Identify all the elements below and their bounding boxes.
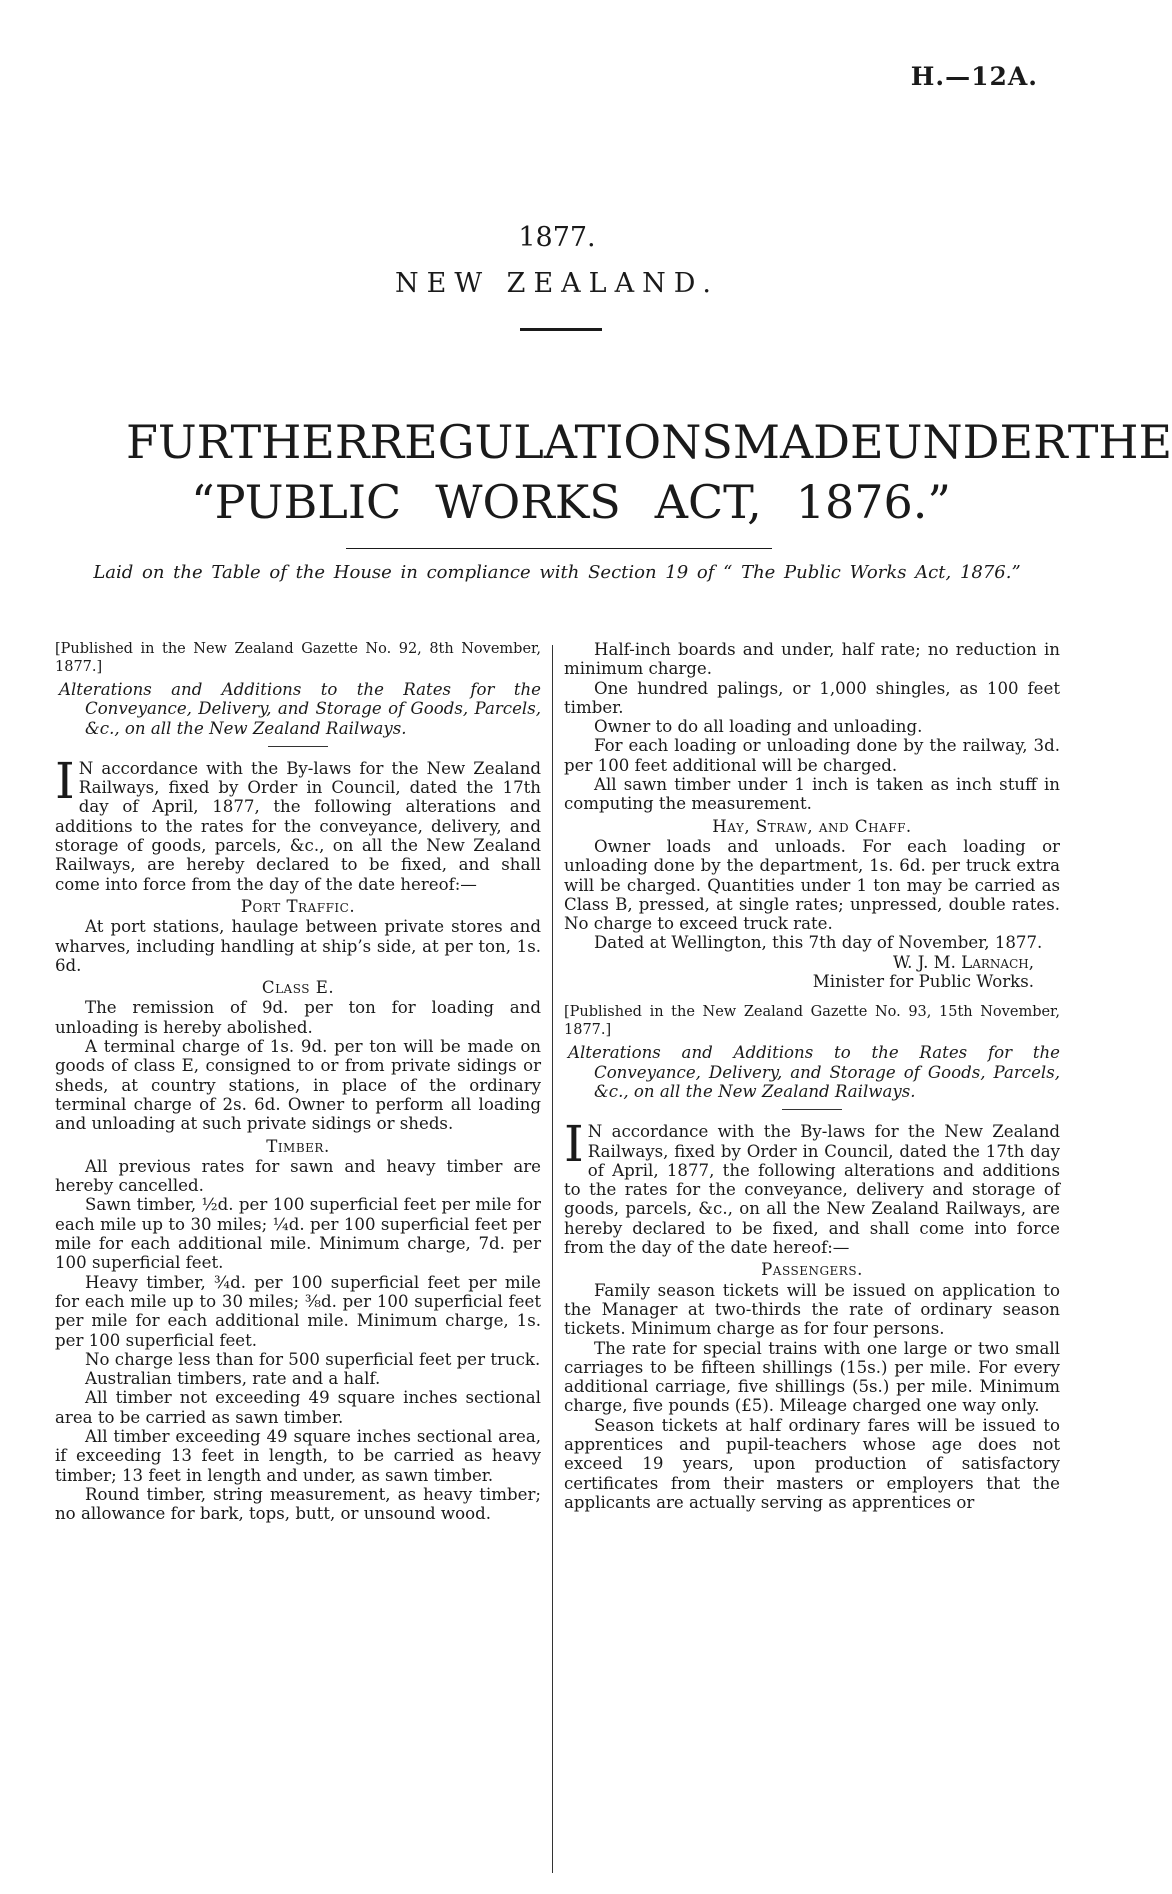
signature-name <box>564 953 1060 972</box>
paragraph: Owner loads and unloads. For each loading or unloading done by the department, 1s. 6d. per truck extra will be charged. Quantities under 1 ton may be carried as Class B, pressed, at single rates; unpressed, double rates. No charge to exceed truck rate. <box>564 836 1060 934</box>
paragraph: All timber not exceeding 49 square inches sectional area to be carried as sawn timber. <box>55 1388 541 1427</box>
section-heading-class-e: Class E. <box>261 978 335 998</box>
published-note: [Published in the New Zealand Gazette No. 92, 8th November, 1877.] <box>55 641 541 675</box>
document-year: 1877. <box>518 222 596 253</box>
country-heading: NEW ZEALAND. <box>395 268 719 299</box>
drop-cap-2: I <box>564 1115 584 1174</box>
right-column <box>564 640 1060 1512</box>
section-heading-timber: Timber. <box>266 1136 330 1156</box>
paragraph: Half-inch boards and under, half rate; no reduction in minimum charge. <box>564 640 1060 679</box>
short-rule <box>520 328 602 331</box>
intro-paragraph-2 <box>564 1115 1060 1258</box>
paragraph: Season tickets at half ordinary fares will be issued to apprentices and pupil-teachers whose age does not exceed 19 years, upon production of satisfactory certificates from their masters or employers that the applicants are actually serving as apprentices or <box>564 1415 1060 1512</box>
dated-line: Dated at Wellington, this 7th day of November, 1877. <box>594 933 1043 953</box>
mini-rule <box>268 746 328 747</box>
signature-name-text: W. J. M. Larnach, <box>893 952 1034 972</box>
paragraph: Family season tickets will be issued on application to the Manager at two-thirds the rate of ordinary season tickets. Minimum charge as for four persons. <box>564 1280 1060 1339</box>
section-heading-port-traffic: Port Traffic. <box>240 896 356 916</box>
drop-cap: I <box>55 751 75 810</box>
title-word: UNDER <box>883 415 1068 469</box>
paragraph: Owner to do all loading and unloading. <box>594 717 923 737</box>
column-divider <box>552 645 553 1873</box>
title-word: “PUBLIC <box>191 475 402 529</box>
paragraph: All sawn timber under 1 inch is taken as inch stuff in computing the measurement. <box>564 775 1060 814</box>
spacer <box>564 991 1060 1003</box>
title-word: MADE <box>732 415 884 469</box>
main-title <box>126 412 1172 532</box>
section-heading-hay: Hay, Straw, and Chaff. <box>712 816 912 836</box>
title-line-2 <box>146 472 996 532</box>
paragraph: All timber exceeding 49 square inches sectional area, if exceeding 13 feet in length, to be carried as heavy timber; 13 feet in length and under, as sawn timber. <box>55 1426 541 1485</box>
title-word: THE <box>1067 415 1172 469</box>
published-note-2: [Published in the New Zealand Gazette No. 93, 15th November, 1877.] <box>564 1004 1060 1039</box>
paragraph: The rate for special trains with one large or two small carriages to be fifteen shillings (15s.) per mile. For every additional carriage, five shillings (5s.) per mile. Minimum charge, five pounds (£5). Mileage charged one way only. <box>564 1338 1060 1416</box>
paragraph: For each loading or unloading done by the railway, 3d. per 100 feet additional will be charged. <box>564 736 1060 775</box>
paragraph: Australian timbers, rate and a half. <box>85 1369 381 1389</box>
title-word: 1876.” <box>795 475 951 529</box>
laid-on-table-note: Laid on the Table of the House in compliance with Section 19 of “ The Public Works Act, 1876.” <box>93 562 1021 583</box>
section-heading-passengers: Passengers. <box>761 1260 863 1280</box>
paragraph: No charge less than for 500 superficial feet per truck. <box>85 1349 541 1369</box>
alterations-heading: Alterations and Additions to the Rates for the Conveyance, Delivery, and Storage of Goods, Parcels, &c., on all the New Zealand Railways. <box>59 680 541 738</box>
long-rule <box>346 548 772 549</box>
mini-rule-2 <box>782 1109 842 1110</box>
intro-paragraph <box>55 751 541 894</box>
paragraph: Sawn timber, ½d. per 100 superficial feet per mile for each mile up to 30 miles; ¼d. per 100 superficial feet per mile for each additional mile. Minimum charge, 7d. per 100 superficial feet. <box>55 1195 541 1273</box>
intro-text: N accordance with the By-laws for the New Zealand Railways, fixed by Order in Council, dated the 17th day of April, 1877, the following alterations and additions to the rates for the conveyance, delivery, and storage of goods, parcels, &c., on all the New Zealand Railways, are hereby declared to be fixed, and shall come into force from the day of the date hereof:— <box>55 758 541 894</box>
title-line-1 <box>126 412 1172 472</box>
paragraph: The remission of 9d. per ton for loading and unloading is hereby abolished. <box>55 998 541 1037</box>
intro-text-2: N accordance with the By-laws for the New Zealand Railways, fixed by Order in Council, dated the 17th day of April, 1877, the following alterations and additions to the rates for the conveyance, delivery and storage of goods, parcels, &c., on all the New Zealand Railways, are hereby declared to be fixed, and shall come into force from the day of the date hereof:— <box>564 1122 1060 1258</box>
title-word: WORKS <box>435 475 621 529</box>
page-identifier: H.—12A. <box>910 62 1038 91</box>
title-word: FURTHER <box>126 415 370 469</box>
signature-title: Minister for Public Works. <box>812 972 1034 992</box>
title-word: REGULATIONS <box>369 415 733 469</box>
alterations-heading-2: Alterations and Additions to the Rates for the Conveyance, Delivery, and Storage of Goods, Parcels, &c., on all the New Zealand Railways. <box>568 1043 1060 1101</box>
paragraph: A terminal charge of 1s. 9d. per ton will be made on goods of class E, consigned to or from private sidings or sheds, at country stations, in place of the ordinary terminal charge of 2s. 6d. Owner to perform all loading and unloading at such private sidings or sheds. <box>55 1037 541 1134</box>
paragraph: All previous rates for sawn and heavy timber are hereby cancelled. <box>55 1156 541 1196</box>
left-column <box>55 640 541 1523</box>
paragraph: Heavy timber, ¾d. per 100 superficial feet per mile for each mile up to 30 miles; ⅜d. per 100 superficial feet per mile for each additional mile. Minimum charge, 1s. per 100 superficial feet. <box>55 1272 541 1350</box>
paragraph: One hundred palings, or 1,000 shingles, as 100 feet timber. <box>564 678 1060 717</box>
paragraph: Round timber, string measurement, as heavy timber; no allowance for bark, tops, butt, or unsound wood. <box>55 1484 541 1524</box>
title-word: ACT, <box>654 475 762 529</box>
paragraph: At port stations, haulage between private stores and wharves, including handling at ship’s side, at per ton, 1s. 6d. <box>55 917 541 975</box>
